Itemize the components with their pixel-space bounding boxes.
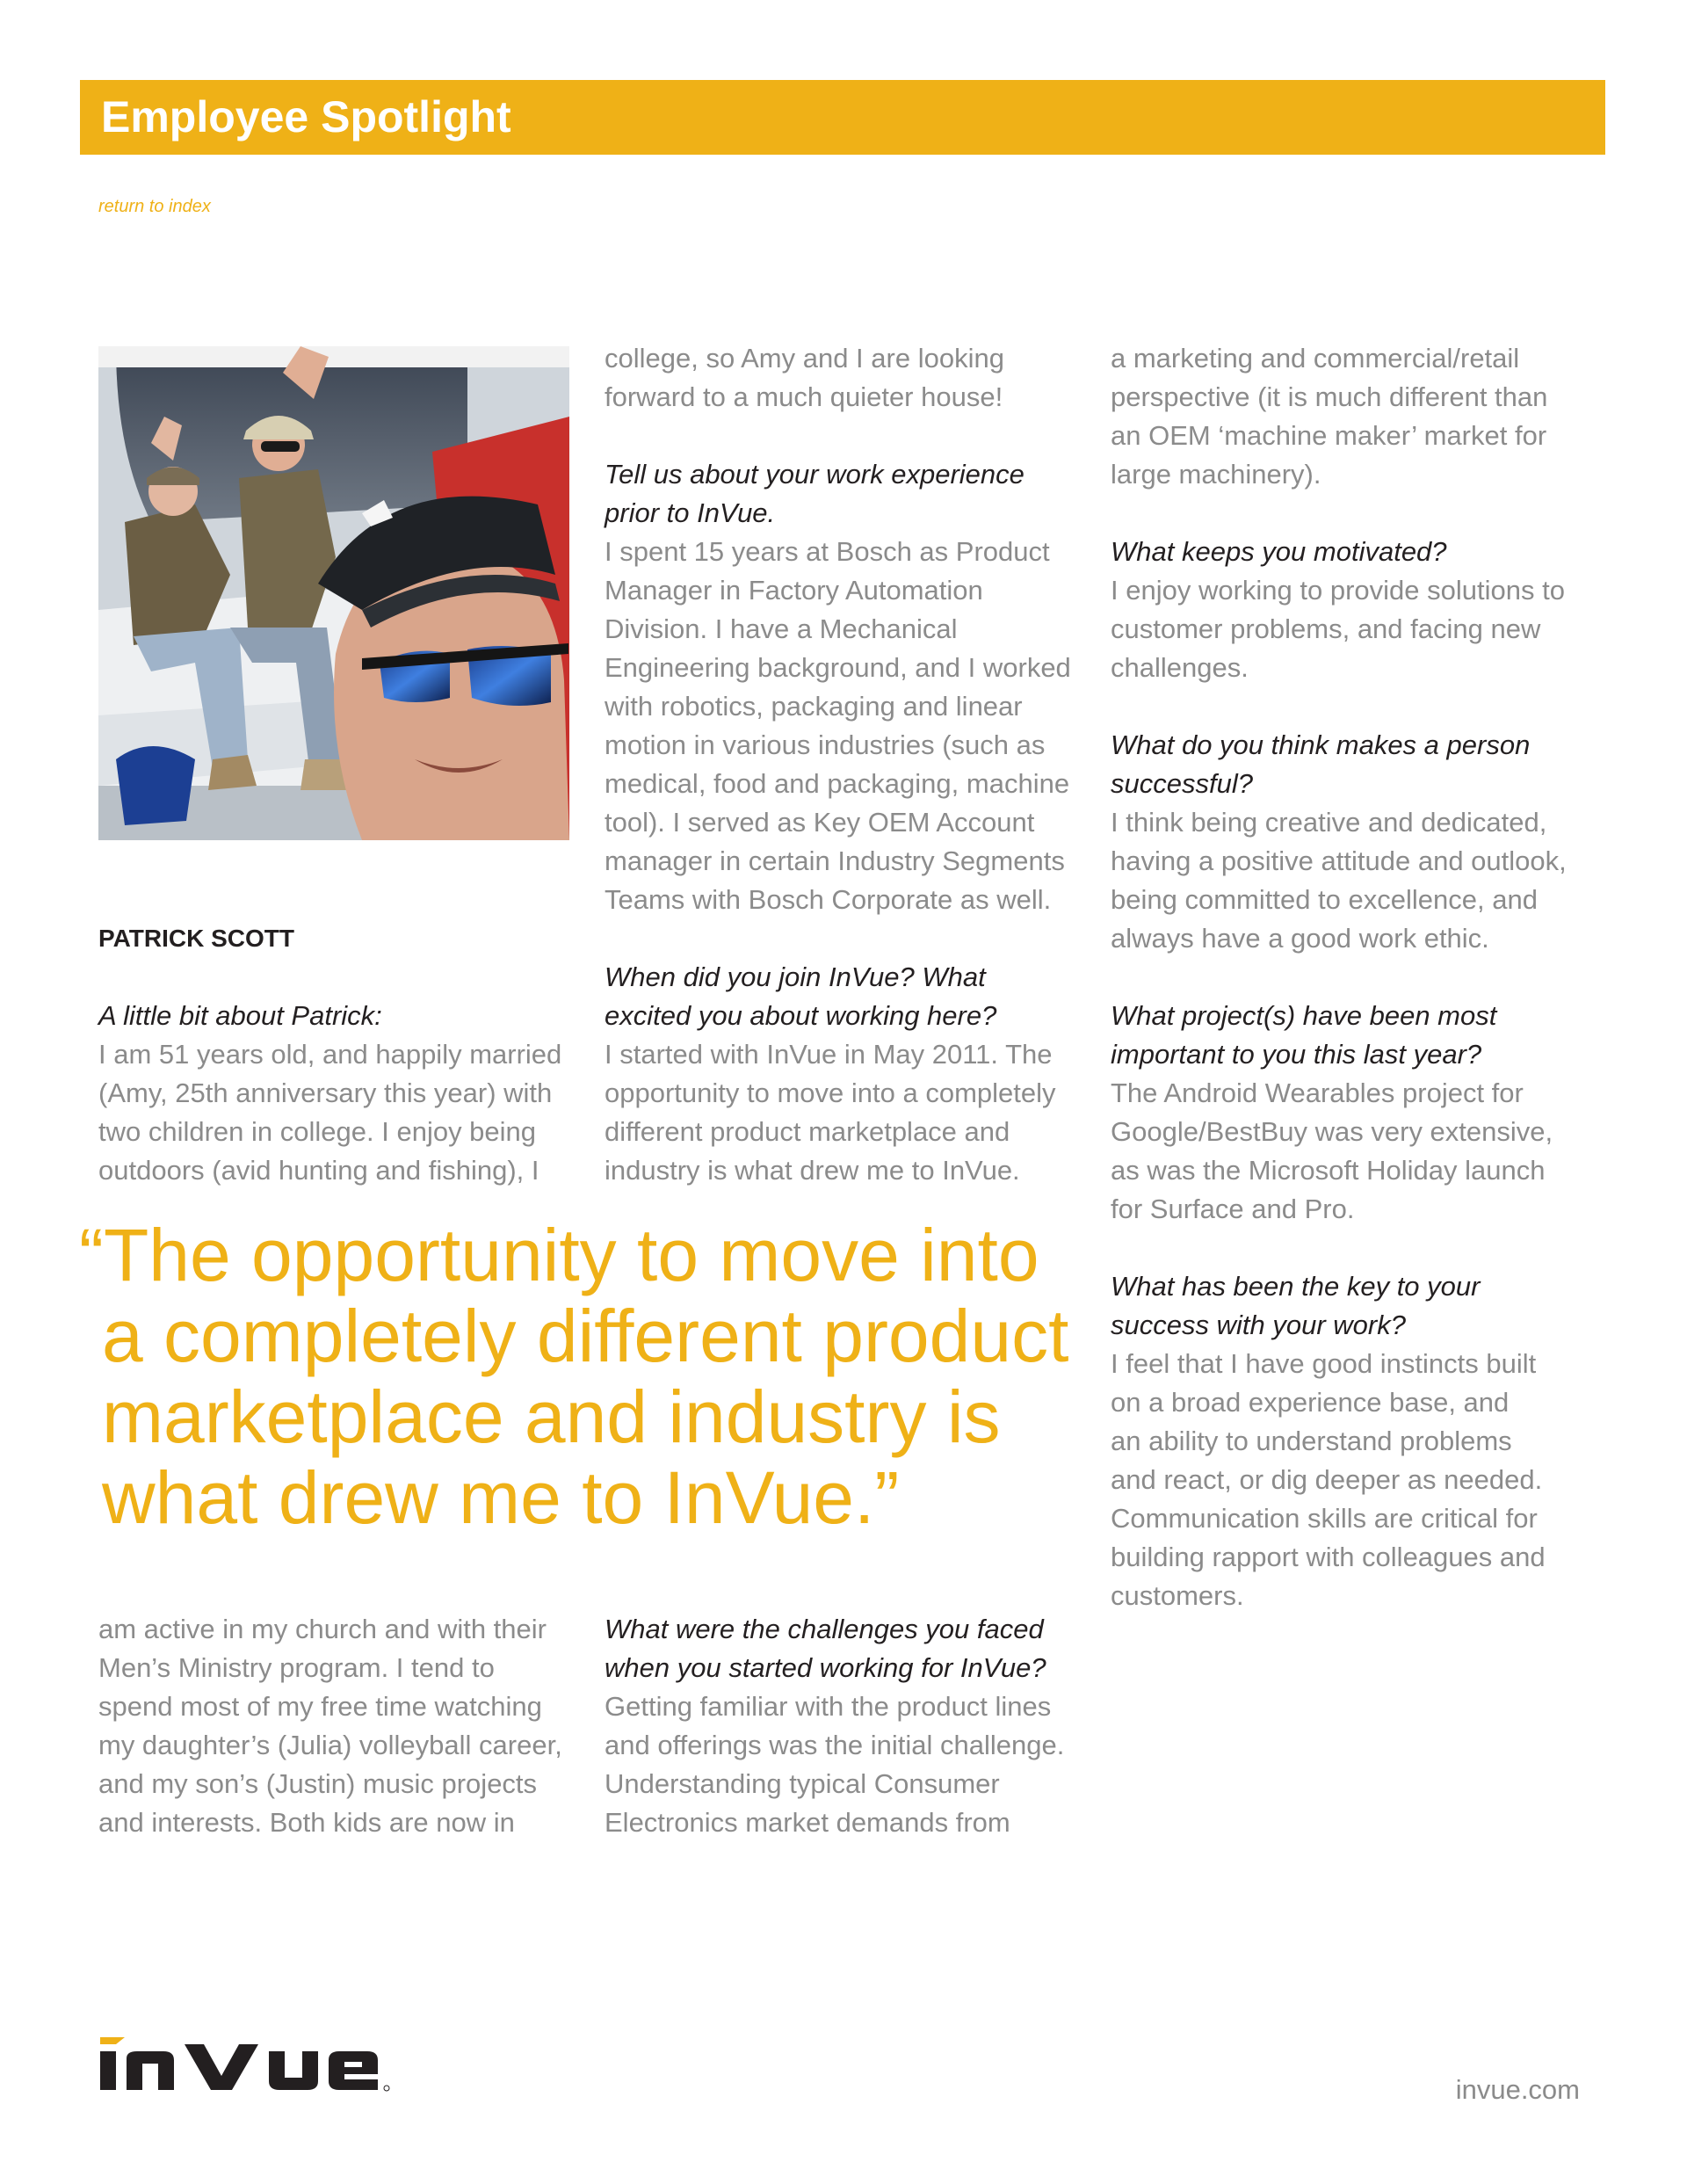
question-join-invue: When did you join InVue? What <box>605 961 986 992</box>
answer-challenges-line: large machinery). <box>1111 459 1321 490</box>
answer-work-experience-line: manager in certain Industry Segments <box>605 845 1065 876</box>
answer-challenges-line: Electronics market demands from <box>605 1807 1010 1838</box>
column-1-top <box>98 919 573 1190</box>
answer-projects-line: as was the Microsoft Holiday launch <box>1111 1155 1546 1186</box>
answer-about-line: I am 51 years old, and happily married <box>98 1039 562 1070</box>
answer-work-experience-line: Manager in Factory Automation <box>605 575 983 606</box>
column-2-bottom <box>605 1610 1097 1842</box>
column-1-bottom <box>98 1610 573 1842</box>
answer-work-experience-line: tool). I served as Key OEM Account <box>605 807 1035 838</box>
question-projects: What project(s) have been most <box>1111 1000 1497 1031</box>
question-challenges: when you started working for InVue? <box>605 1652 1046 1683</box>
answer-projects-line: The Android Wearables project for <box>1111 1077 1524 1108</box>
answer-successful-line: having a positive attitude and outlook, <box>1111 845 1567 876</box>
answer-join-invue-line: opportunity to move into a completely <box>605 1077 1056 1108</box>
answer-key-success-line: I feel that I have good instincts built <box>1111 1348 1537 1379</box>
question-key-success: What has been the key to your <box>1111 1271 1481 1302</box>
answer-successful-line: I think being creative and dedicated, <box>1111 807 1547 838</box>
photo-selfie-icon <box>98 346 569 840</box>
answer-projects-line: for Surface and Pro. <box>1111 1194 1355 1224</box>
pull-quote <box>79 1215 1098 1538</box>
answer-challenges-line: and offerings was the initial challenge. <box>605 1730 1065 1760</box>
answer-about-line: college, so Amy and I are looking <box>605 343 1004 374</box>
pull-quote-line: marketplace and industry is <box>102 1375 1001 1458</box>
answer-key-success-line: on a broad experience base, and <box>1111 1387 1510 1418</box>
answer-about-line: my daughter’s (Julia) volleyball career, <box>98 1730 562 1760</box>
answer-challenges-line: an OEM ‘machine maker’ market for <box>1111 420 1547 451</box>
answer-key-success-line: and react, or dig deeper as needed. <box>1111 1464 1543 1495</box>
answer-about-line: am active in my church and with their <box>98 1614 547 1644</box>
answer-about-line: outdoors (avid hunting and fishing), I <box>98 1155 539 1186</box>
question-work-experience: prior to InVue. <box>605 497 776 528</box>
answer-work-experience-line: with robotics, packaging and linear <box>605 691 1023 722</box>
pull-quote-line: what drew me to InVue.” <box>102 1456 900 1539</box>
pull-quote-line: “The opportunity to move into <box>79 1214 1039 1296</box>
answer-motivation-line: customer problems, and facing new <box>1111 613 1541 644</box>
header-banner <box>80 80 1605 155</box>
question-successful: successful? <box>1111 768 1253 799</box>
answer-motivation-line: I enjoy working to provide solutions to <box>1111 575 1565 606</box>
answer-about-line: and interests. Both kids are now in <box>98 1807 515 1838</box>
column-2-top <box>605 339 1097 1190</box>
question-projects: important to you this last year? <box>1111 1039 1482 1070</box>
question-motivation: What keeps you motivated? <box>1111 536 1447 567</box>
answer-motivation-line: challenges. <box>1111 652 1249 683</box>
employee-name: PATRICK SCOTT <box>98 925 294 952</box>
answer-key-success-line: customers. <box>1111 1580 1244 1611</box>
answer-work-experience-line: Teams with Bosch Corporate as well. <box>605 884 1052 915</box>
question-work-experience: Tell us about your work experience <box>605 459 1025 490</box>
answer-work-experience-line: I spent 15 years at Bosch as Product <box>605 536 1050 567</box>
answer-about-line: two children in college. I enjoy being <box>98 1116 537 1147</box>
column-3 <box>1111 339 1603 1615</box>
return-to-index-link[interactable]: return to index <box>98 197 211 216</box>
answer-successful-line: always have a good work ethic. <box>1111 923 1489 954</box>
question-key-success: success with your work? <box>1111 1310 1406 1340</box>
answer-join-invue-line: industry is what drew me to InVue. <box>605 1155 1020 1186</box>
answer-challenges-line: a marketing and commercial/retail <box>1111 343 1520 374</box>
invue-logo <box>98 2037 415 2093</box>
answer-join-invue-line: different product marketplace and <box>605 1116 1010 1147</box>
answer-key-success-line: an ability to understand problems <box>1111 1426 1512 1456</box>
page-title: Employee Spotlight <box>101 92 511 141</box>
answer-successful-line: being committed to excellence, and <box>1111 884 1538 915</box>
answer-about-line: Men’s Ministry program. I tend to <box>98 1652 495 1683</box>
answer-key-success-line: building rapport with colleagues and <box>1111 1542 1546 1572</box>
answer-work-experience-line: Division. I have a Mechanical <box>605 613 958 644</box>
answer-about-line: spend most of my free time watching <box>98 1691 542 1722</box>
answer-work-experience-line: medical, food and packaging, machine <box>605 768 1070 799</box>
footer-url[interactable]: invue.com <box>1455 2074 1580 2105</box>
question-join-invue: excited you about working here? <box>605 1000 997 1031</box>
answer-projects-line: Google/BestBuy was very extensive, <box>1111 1116 1553 1147</box>
answer-about-line: and my son’s (Justin) music projects <box>98 1768 538 1799</box>
question-about: A little bit about Patrick: <box>98 1000 382 1031</box>
answer-challenges-line: Understanding typical Consumer <box>605 1768 1000 1799</box>
question-challenges: What were the challenges you faced <box>605 1614 1044 1644</box>
employee-photo <box>98 346 569 840</box>
answer-challenges-line: Getting familiar with the product lines <box>605 1691 1052 1722</box>
answer-challenges-line: perspective (it is much different than <box>1111 381 1548 412</box>
answer-work-experience-line: Engineering background, and I worked <box>605 652 1071 683</box>
answer-work-experience-line: motion in various industries (such as <box>605 729 1046 760</box>
pull-quote-line: a completely different product <box>102 1295 1069 1377</box>
answer-join-invue-line: I started with InVue in May 2011. The <box>605 1039 1053 1070</box>
answer-about-line: (Amy, 25th anniversary this year) with <box>98 1077 553 1108</box>
question-successful: What do you think makes a person <box>1111 729 1531 760</box>
invue-logo-icon <box>98 2037 415 2093</box>
answer-key-success-line: Communication skills are critical for <box>1111 1503 1538 1534</box>
answer-about-line: forward to a much quieter house! <box>605 381 1003 412</box>
